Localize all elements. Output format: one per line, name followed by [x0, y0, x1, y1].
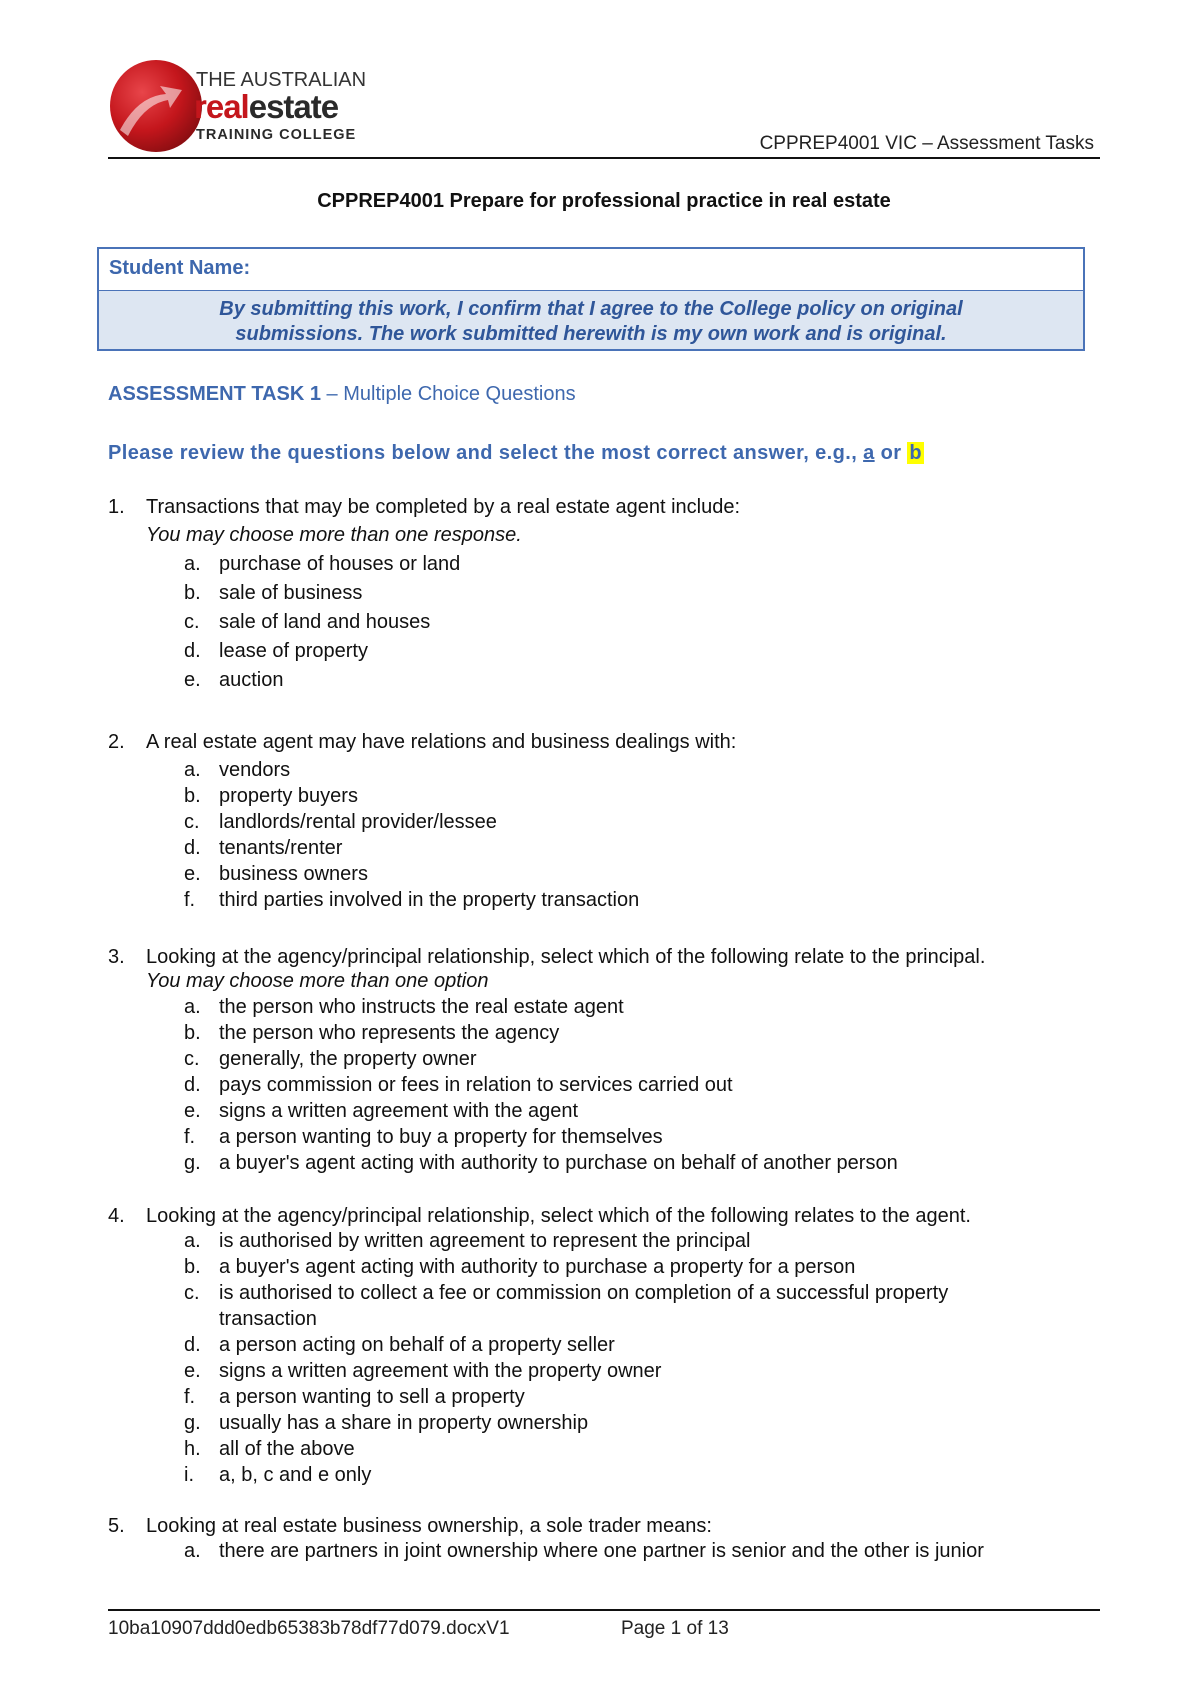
option-4c[interactable]: c. is authorised to collect a fee or commission on completion of a successful property [184, 1282, 949, 1304]
option-2f[interactable]: f. third parties involved in the property transaction [184, 889, 640, 911]
college-logo [108, 56, 378, 156]
instructions-text: Please review the questions below and select the most correct answer, e.g., [108, 442, 864, 464]
question-text: Looking at the agency/principal relationship, select which of the following relate to the principal. [146, 946, 986, 968]
header-unit-code: CPPREP4001 VIC – Assessment Tasks [759, 133, 1094, 154]
option-2c[interactable]: c. landlords/rental provider/lessee [184, 811, 497, 833]
question-text: Looking at real estate business ownership, a sole trader means: [146, 1515, 712, 1537]
logo-estate: estate [248, 88, 339, 125]
option-3d[interactable]: d. pays commission or fees in relation to services carried out [184, 1074, 733, 1096]
question-note: You may choose more than one option [146, 970, 489, 992]
originality-declaration [99, 291, 1083, 347]
question-number: 2. [108, 731, 125, 753]
header-divider [108, 157, 1100, 159]
option-4d[interactable]: d. a person acting on behalf of a property seller [184, 1334, 615, 1356]
instructions [108, 442, 924, 465]
option-4g[interactable]: g. usually has a share in property ownership [184, 1412, 589, 1434]
declaration-line-1: By submitting this work, I confirm that I agree to the College policy on original [219, 298, 963, 320]
declaration-line-2: submissions. The work submitted herewith is my own work and is original. [235, 323, 947, 345]
student-declaration-box [97, 247, 1085, 351]
option-3e[interactable]: e. signs a written agreement with the agent [184, 1100, 579, 1122]
option-1c[interactable]: c. sale of land and houses [184, 611, 431, 633]
option-2d[interactable]: d. tenants/renter [184, 837, 343, 859]
option-3g[interactable]: g. a buyer's agent acting with authority to purchase on behalf of another person [184, 1152, 898, 1174]
option-1d[interactable]: d. lease of property [184, 640, 368, 662]
option-2b[interactable]: b. property buyers [184, 785, 358, 807]
student-name-label: Student Name: [109, 257, 251, 279]
logo-real: real [194, 88, 249, 125]
option-2e[interactable]: e. business owners [184, 863, 368, 885]
task-separator: – [321, 383, 344, 405]
option-3b[interactable]: b. the person who represents the agency [184, 1022, 560, 1044]
example-answer-a: a [863, 442, 875, 464]
option-4i[interactable]: i. a, b, c and e only [184, 1464, 372, 1486]
option-3f[interactable]: f. a person wanting to buy a property for themselves [184, 1126, 663, 1148]
question-number: 3. [108, 946, 125, 968]
footer-filename: 10ba10907ddd0edb65383b78df77d079.docxV1 [108, 1618, 510, 1639]
question-text: A real estate agent may have relations and business dealings with: [146, 731, 737, 753]
footer-page-number: Page 1 of 13 [621, 1618, 729, 1639]
task-subtitle: Multiple Choice Questions [343, 383, 576, 405]
option-3c[interactable]: c. generally, the property owner [184, 1048, 477, 1070]
option-4h[interactable]: h. all of the above [184, 1438, 355, 1460]
question-number: 1. [108, 496, 125, 518]
option-4f[interactable]: f. a person wanting to sell a property [184, 1386, 525, 1408]
svg-text:realestate [194, 88, 339, 125]
question-number: 5. [108, 1515, 125, 1537]
option-2a[interactable]: a. vendors [184, 759, 291, 781]
option-1e[interactable]: e. auction [184, 669, 284, 691]
option-4b[interactable]: b. a buyer's agent acting with authority to purchase a property for a person [184, 1256, 856, 1278]
assessment-task-heading [108, 383, 576, 406]
logo-line1: THE AUSTRALIAN [196, 69, 367, 91]
option-1b[interactable]: b. sale of business [184, 582, 363, 604]
option-1a[interactable]: a. purchase of houses or land [184, 553, 461, 575]
option-4e[interactable]: e. signs a written agreement with the property owner [184, 1360, 662, 1382]
question-number: 4. [108, 1205, 125, 1227]
option-5a[interactable]: a. there are partners in joint ownership where one partner is senior and the other is junior [184, 1540, 984, 1562]
example-answer-b-highlighted: b [909, 442, 922, 464]
footer-divider [108, 1609, 1100, 1611]
student-name-field[interactable] [99, 249, 1083, 291]
instructions-or: or [874, 442, 908, 464]
option-3a[interactable]: a. the person who instructs the real estate agent [184, 996, 624, 1018]
option-4c-continuation: transaction [219, 1308, 317, 1330]
logo-line3: TRAINING COLLEGE [196, 127, 357, 143]
option-4a[interactable]: a. is authorised by written agreement to represent the principal [184, 1230, 751, 1252]
question-text: Transactions that may be completed by a real estate agent include: [146, 496, 741, 518]
question-text: Looking at the agency/principal relationship, select which of the following relates to the agent. [146, 1205, 971, 1227]
task-label: ASSESSMENT TASK 1 [108, 383, 321, 405]
document-title: CPPREP4001 Prepare for professional practice in real estate [317, 190, 891, 212]
question-note: You may choose more than one response. [146, 524, 522, 546]
logo-red-globe [110, 60, 202, 152]
